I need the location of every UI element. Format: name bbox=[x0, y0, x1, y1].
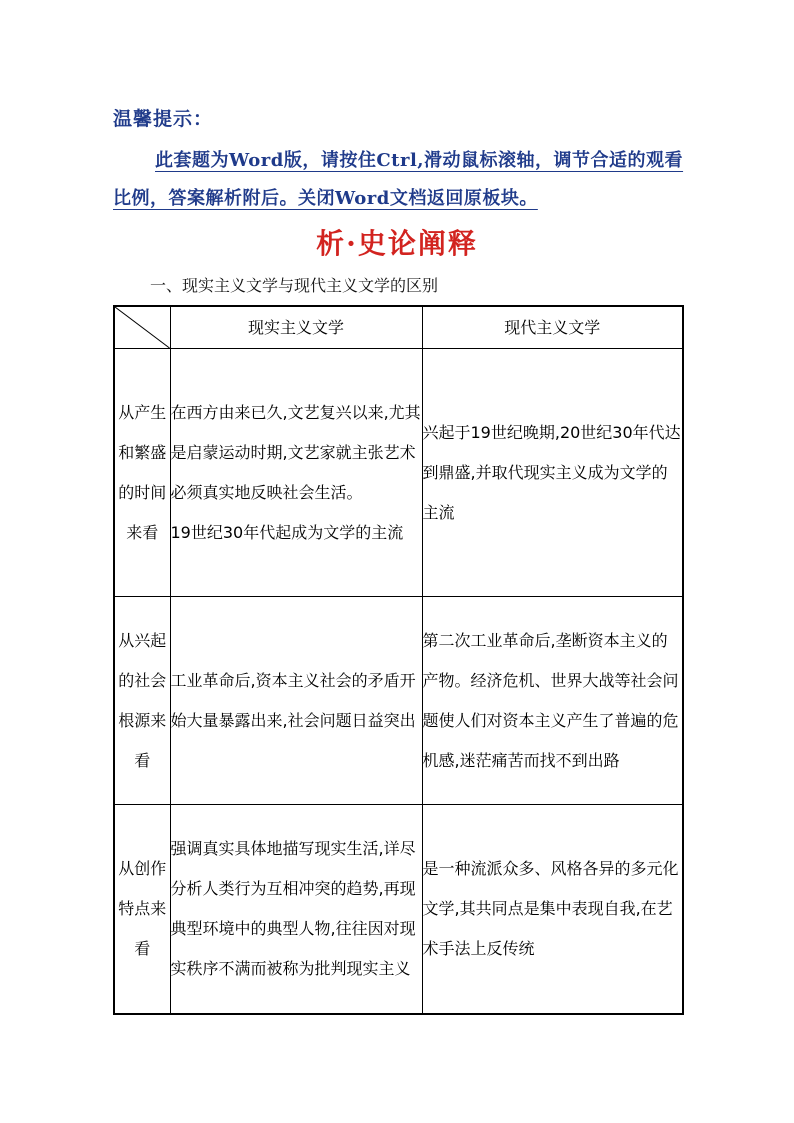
table-row bbox=[114, 597, 683, 805]
comparison-table bbox=[113, 305, 684, 1015]
modernism-cell-creative-traits: 是一种流派众多、风格各异的多元化文学,其共同点是集中表现自我,在艺术手法上反传统 bbox=[422, 805, 683, 1014]
column-header-realism: 现实主义文学 bbox=[170, 306, 422, 349]
table-row bbox=[114, 805, 683, 1014]
tip-body: 此套题为Word版，请按住Ctrl,滑动鼠标滚轴，调节合适的观看比例，答案解析附后。关闭Word文档返回原板块。 bbox=[113, 150, 684, 209]
modernism-cell-social-roots: 第二次工业革命后,垄断资本主义的产物。经济危机、世界大战等社会问题使人们对资本主义产生了普遍的危机感,迷茫痛苦而找不到出路 bbox=[422, 597, 683, 805]
row-header-creative-traits: 从创作特点来看 bbox=[114, 805, 170, 1014]
tip-title: 温馨提示： bbox=[113, 108, 214, 130]
table-row bbox=[114, 349, 683, 597]
section-title: 析·史论阐释 bbox=[316, 227, 478, 260]
realism-cell-time: 在西方由来已久,文艺复兴以来,尤其是启蒙运动时期,文艺家就主张艺术必须真实地反映社会生活。 19世纪30年代起成为文学的主流 bbox=[170, 349, 422, 597]
diagonal-header-cell bbox=[114, 306, 170, 349]
row-header-time: 从产生和繁盛的时间来看 bbox=[114, 349, 170, 597]
diagonal-line bbox=[115, 307, 170, 348]
row-header-social-roots: 从兴起的社会根源来看 bbox=[114, 597, 170, 805]
realism-cell-creative-traits: 强调真实具体地描写现实生活,详尽分析人类行为互相冲突的趋势,再现典型环境中的典型人物,往往因对现实秩序不满而被称为批判现实主义 bbox=[170, 805, 422, 1014]
table-header-row bbox=[114, 306, 683, 349]
column-header-modernism: 现代主义文学 bbox=[422, 306, 683, 349]
section-subtitle: 一、现实主义文学与现代主义文学的区别 bbox=[150, 276, 439, 295]
modernism-cell-time: 兴起于19世纪晚期,20世纪30年代达到鼎盛,并取代现实主义成为文学的主流 bbox=[422, 349, 683, 597]
realism-cell-social-roots: 工业革命后,资本主义社会的矛盾开始大量暴露出来,社会问题日益突出 bbox=[170, 597, 422, 805]
